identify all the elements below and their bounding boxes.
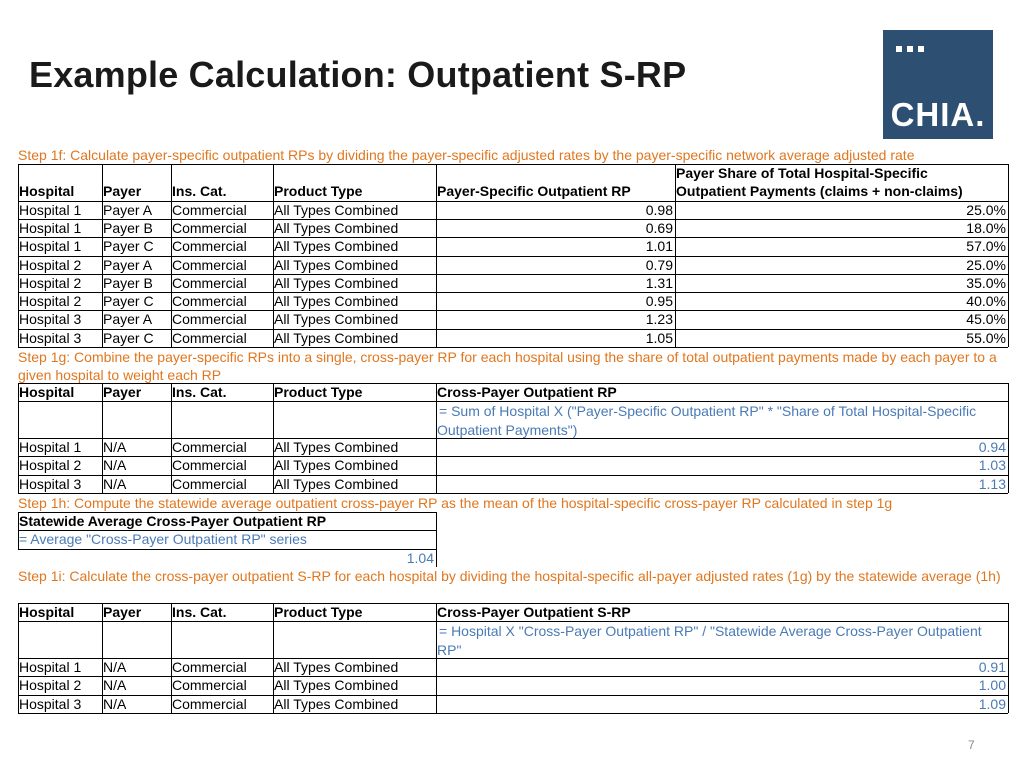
table-cell-share-value: 18.0% <box>966 219 1006 236</box>
table-cell-cross-payer-srp: 1.00 <box>978 677 1006 694</box>
table-cell-ins-cat: Commercial <box>172 238 247 255</box>
table-cell-hospital: Hospital 2 <box>19 274 82 291</box>
formula-statewide-average: = Average "Cross-Payer Outpatient RP" series <box>19 531 307 548</box>
header-ins-cat: Ins. Cat. <box>172 183 227 200</box>
table-cell-rp-value: 0.69 <box>645 219 673 236</box>
step-1i-instruction: Step 1i: Calculate the cross-payer outpatient S-RP for each hospital by dividing the hospital-specific all-payer adjusted rates (1g) by the statewide average (1h) <box>18 568 1001 584</box>
grid-line <box>18 219 1008 220</box>
table-cell-product-type: All Types Combined <box>274 201 399 218</box>
step-1g-instruction: Step 1g: Combine the payer-specific RPs into a single, cross-payer RP for each hospital using the share of total outpatient payments made by each payer to a given hospital to weight each RP <box>18 349 997 384</box>
grid-line <box>18 401 1008 402</box>
header-product-type: Product Type <box>274 384 363 400</box>
header-payer-share-line1: Payer Share of Total Hospital-Specific <box>676 165 928 181</box>
grid-line <box>18 438 1008 439</box>
header-payer: Payer <box>103 384 142 400</box>
table-cell-cross-payer-srp: 1.09 <box>978 695 1006 712</box>
grid-line <box>18 310 1008 311</box>
table-cell-hospital: Hospital 3 <box>19 695 82 712</box>
table-cell-rp-value: 1.05 <box>645 329 673 346</box>
table-cell-product-type: All Types Combined <box>274 658 399 675</box>
table-cell-ins-cat: Commercial <box>172 293 247 310</box>
grid-line <box>102 383 103 493</box>
table-cell-payer: N/A <box>103 677 127 694</box>
table-cell-ins-cat: Commercial <box>172 457 247 474</box>
header-payer: Payer <box>103 604 142 620</box>
page-title: Example Calculation: Outpatient S-RP <box>29 54 687 95</box>
table-cell-product-type: All Types Combined <box>274 238 399 255</box>
grid-line <box>171 164 172 347</box>
grid-line <box>18 549 436 550</box>
table-cell-payer: Payer B <box>103 219 153 236</box>
table-cell-product-type: All Types Combined <box>274 274 399 291</box>
table-cell-hospital: Hospital 1 <box>19 238 82 255</box>
grid-line <box>18 201 1008 202</box>
grid-line <box>273 164 274 347</box>
table-cell-rp-value: 1.23 <box>645 311 673 328</box>
table-cell-product-type: All Types Combined <box>274 677 399 694</box>
table-cell-payer: N/A <box>103 695 127 712</box>
table-cell-ins-cat: Commercial <box>172 329 247 346</box>
table-cell-rp-value: 0.95 <box>645 293 673 310</box>
grid-line <box>102 164 103 347</box>
table-cell-rp-value: 1.31 <box>645 274 673 291</box>
header-cross-payer-rp: Cross-Payer Outpatient RP <box>437 384 617 400</box>
grid-line <box>1008 603 1009 713</box>
table-cell-payer: N/A <box>103 438 127 455</box>
grid-line <box>273 383 274 493</box>
table-cell-hospital: Hospital 1 <box>19 658 82 675</box>
grid-line <box>18 621 1008 622</box>
grid-line <box>18 383 1008 384</box>
table-cell-hospital: Hospital 3 <box>19 475 82 492</box>
table-cell-ins-cat: Commercial <box>172 475 247 492</box>
header-hospital: Hospital <box>19 604 75 620</box>
header-hospital: Hospital <box>19 183 75 200</box>
header-statewide-average: Statewide Average Cross-Payer Outpatient RP <box>19 513 327 530</box>
table-cell-product-type: All Types Combined <box>274 457 399 474</box>
grid-line <box>18 164 1008 165</box>
table-cell-ins-cat: Commercial <box>172 438 247 455</box>
table-cell-hospital: Hospital 1 <box>19 201 82 218</box>
grid-line <box>18 292 1008 293</box>
table-cell-payer: Payer C <box>103 293 154 310</box>
table-cell-cross-payer-rp: 1.13 <box>978 475 1006 492</box>
table-cell-cross-payer-srp: 0.91 <box>978 658 1006 675</box>
table-cell-payer: N/A <box>103 475 127 492</box>
statewide-average-value: 1.04 <box>406 549 434 566</box>
table-cell-payer: Payer C <box>103 238 154 255</box>
table-cell-ins-cat: Commercial <box>172 201 247 218</box>
grid-line <box>102 603 103 713</box>
table-cell-ins-cat: Commercial <box>172 256 247 273</box>
grid-line <box>18 475 1008 476</box>
table-cell-product-type: All Types Combined <box>274 438 399 455</box>
grid-line <box>18 530 436 531</box>
grid-line <box>171 383 172 493</box>
table-cell-cross-payer-rp: 0.94 <box>978 438 1006 455</box>
table-cell-payer: Payer A <box>103 201 153 218</box>
table-cell-hospital: Hospital 2 <box>19 256 82 273</box>
page-number: 7 <box>968 738 975 752</box>
table-cell-product-type: All Types Combined <box>274 219 399 236</box>
header-ins-cat: Ins. Cat. <box>172 384 227 400</box>
grid-line <box>18 713 1008 714</box>
table-cell-payer: Payer A <box>103 311 153 328</box>
table-cell-share-value: 25.0% <box>966 256 1006 273</box>
table-cell-hospital: Hospital 1 <box>19 219 82 236</box>
table-cell-hospital: Hospital 2 <box>19 293 82 310</box>
formula-cross-payer-srp: = Hospital X "Cross-Payer Outpatient RP" / "Statewide Average Cross-Payer Outpatient RP" <box>437 623 982 658</box>
grid-line <box>18 456 1008 457</box>
table-cell-hospital: Hospital 2 <box>19 677 82 694</box>
table-cell-payer: Payer C <box>103 329 154 346</box>
table-cell-hospital: Hospital 1 <box>19 438 82 455</box>
table-cell-product-type: All Types Combined <box>274 311 399 328</box>
table-cell-ins-cat: Commercial <box>172 311 247 328</box>
grid-line <box>18 329 1008 330</box>
table-cell-hospital: Hospital 2 <box>19 457 82 474</box>
formula-cross-payer-rp: = Sum of Hospital X ("Payer-Specific Outpatient RP" * "Share of Total Hospital-Specific Outpatient Payments") <box>437 403 977 438</box>
header-ins-cat: Ins. Cat. <box>172 604 227 620</box>
grid-line <box>18 695 1008 696</box>
grid-line <box>675 164 676 347</box>
grid-line <box>436 512 437 567</box>
header-cross-payer-srp: Cross-Payer Outpatient S-RP <box>437 604 631 620</box>
table-cell-share-value: 40.0% <box>966 293 1006 310</box>
header-payer-share-line2: Outpatient Payments (claims + non-claims) <box>676 183 963 200</box>
table-cell-ins-cat: Commercial <box>172 695 247 712</box>
grid-line <box>18 237 1008 238</box>
table-cell-share-value: 55.0% <box>966 329 1006 346</box>
table-cell-share-value: 57.0% <box>966 238 1006 255</box>
grid-line <box>18 512 436 513</box>
step-1h-instruction: Step 1h: Compute the statewide average outpatient cross-payer RP as the mean of the hospital-specific cross-payer RP calculated in step 1g <box>18 494 893 511</box>
table-cell-rp-value: 0.79 <box>645 256 673 273</box>
grid-line <box>18 256 1008 257</box>
table-cell-share-value: 45.0% <box>966 311 1006 328</box>
header-hospital: Hospital <box>19 384 75 400</box>
table-cell-payer: Payer B <box>103 274 153 291</box>
grid-line <box>18 164 19 347</box>
table-cell-share-value: 35.0% <box>966 274 1006 291</box>
table-cell-product-type: All Types Combined <box>274 293 399 310</box>
table-cell-ins-cat: Commercial <box>172 658 247 675</box>
table-cell-ins-cat: Commercial <box>172 677 247 694</box>
grid-line <box>18 603 19 713</box>
grid-line <box>436 383 437 493</box>
grid-line <box>1008 383 1009 493</box>
logo-text: CHIA. <box>890 96 986 133</box>
grid-line <box>18 658 1008 659</box>
grid-line <box>18 676 1008 677</box>
table-cell-payer: N/A <box>103 457 127 474</box>
table-cell-hospital: Hospital 3 <box>19 329 82 346</box>
table-cell-ins-cat: Commercial <box>172 274 247 291</box>
grid-line <box>436 164 437 347</box>
header-product-type: Product Type <box>274 183 363 200</box>
table-cell-payer: Payer A <box>103 256 153 273</box>
table-cell-hospital: Hospital 3 <box>19 311 82 328</box>
table-cell-rp-value: 1.01 <box>645 238 673 255</box>
grid-line <box>18 603 1008 604</box>
table-cell-product-type: All Types Combined <box>274 475 399 492</box>
table-cell-ins-cat: Commercial <box>172 219 247 236</box>
table-cell-cross-payer-rp: 1.03 <box>978 457 1006 474</box>
step-1f-instruction: Step 1f: Calculate payer-specific outpatient RPs by dividing the payer-specific adjusted rates by the payer-specific network average adjusted rate <box>18 147 915 163</box>
header-payer: Payer <box>103 183 142 200</box>
header-product-type: Product Type <box>274 604 363 620</box>
header-payer-specific-rp: Payer-Specific Outpatient RP <box>437 183 631 200</box>
grid-line <box>18 512 19 549</box>
table-cell-product-type: All Types Combined <box>274 329 399 346</box>
grid-line <box>273 603 274 713</box>
grid-line <box>18 383 19 493</box>
table-cell-rp-value: 0.98 <box>645 201 673 218</box>
grid-line <box>171 603 172 713</box>
grid-line <box>1008 164 1009 347</box>
table-cell-product-type: All Types Combined <box>274 695 399 712</box>
table-cell-payer: N/A <box>103 658 127 675</box>
grid-line <box>18 274 1008 275</box>
table-cell-share-value: 25.0% <box>966 201 1006 218</box>
grid-line <box>436 603 437 713</box>
table-cell-product-type: All Types Combined <box>274 256 399 273</box>
